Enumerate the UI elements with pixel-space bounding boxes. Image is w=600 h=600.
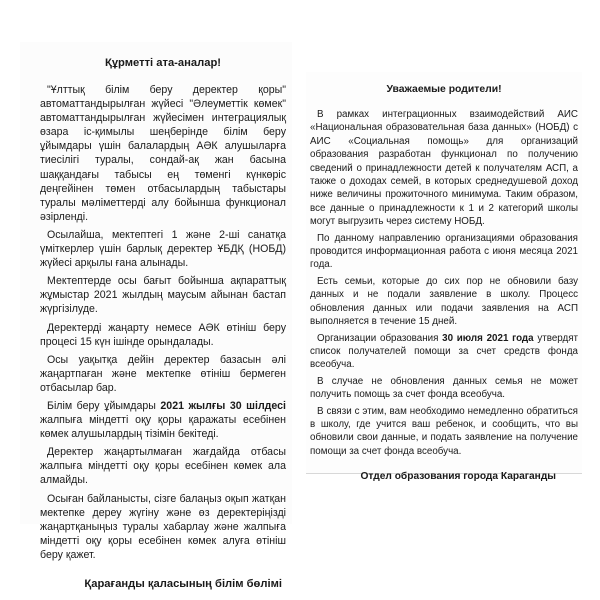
- paragraph-text: Организации образования: [317, 332, 443, 344]
- paragraph-text: "Ұлттық білім беру деректер қоры" автоматтандырылған жүйесі "Әлеуметтік көмек" автоматтандырылған жүйесімен интеграциялық өзара іс-қимылы шеңберінде білім беру ұйымдары үшін балалардың АӘК алушыларға тиесілігі туралы, сондай-ақ жан басына шаққандағы табысы ең төменгі күнкөріс деңгейінен төмен отбасылардың табыстары туралы мәліметтерді алу бойынша функционал әзірленді.: [40, 84, 286, 223]
- russian-paragraph: [310, 108, 578, 229]
- paragraph-text: В случае не обновления данных семья не может получить помощь за счет фонда всеобуча.: [310, 375, 578, 401]
- paragraph-text: Есть семьи, которые до сих пор не обновили базу данных и не подали заявление в школу. Процесс обновления данных или подачи заявления на АСП выполняется в течение 15 дней.: [310, 275, 578, 328]
- paragraph-text: Осылайша, мектептегі 1 және 2-ші санатқа үміткерлер үшін барлық деректер ҰБДҚ (НОБД) жүйесі арқылы ғана алынады.: [40, 228, 286, 270]
- russian-notice-signature: Отдел образования города Караганды: [360, 471, 556, 483]
- kazakh-notice: [20, 42, 292, 590]
- kazakh-paragraph: [40, 353, 286, 395]
- paragraph-text: утвердят список получателей помощи за счет средств фонда всеобуча.: [310, 332, 579, 371]
- kazakh-notice-signature: Қарағанды қаласының білім бөлімі: [84, 578, 282, 590]
- paragraph-text: Мектептерде осы бағыт бойынша ақпараттық жұмыстар 2021 жылдың маусым айынан бастап жүргізілуде.: [40, 275, 286, 316]
- paragraph-text: Осы уақытқа дейін деректер базасын әлі жаңартпаған және мектепке өтініш бермеген отбасылар бар.: [40, 353, 286, 394]
- russian-paragraph: [310, 275, 578, 329]
- paragraph-text: По данному направлению организациями образования проводится информационная работа с июня месяца 2021 года.: [310, 232, 578, 271]
- kazakh-paragraph: [40, 228, 286, 270]
- paragraph-text: В связи с этим, вам необходимо немедленно обратиться в школу, где учится ваш ребенок, и сообщить, что вы обновили свои данные, и подать заявление на получение помощи за счет фонда всеобуча.: [310, 405, 578, 457]
- paragraph-text: Осыған байланысты, сізге балаңыз оқып жатқан мектепке дереу жүгіну және өз деректеріңізді жаңартқаныңыз туралы хабарлау және жалпыға міндетті оқу қоры есебінен көмек алуға өтініш беру қажет.: [40, 492, 286, 561]
- kazakh-paragraph: [40, 445, 286, 487]
- russian-paragraph: [310, 375, 578, 402]
- paragraph-text: В рамках интеграционных взаимодействий АИС «Национальная образовательная база данных» (НОБД) с АИС «Социальная помощь» для организаций образования разработан функционал по получению сведений о принадлежности детей к получателям АСП, а также о доходах семей, в которых среднедушевой доход ниже величины прожиточного минимума. Таким образом, все данные о принадлежности к 1 и 2 категорий школы могут выгрузить через систему НОБД.: [310, 109, 578, 228]
- kazakh-paragraph: [40, 274, 286, 316]
- paragraph-text: Білім беру ұйымдары: [47, 399, 161, 412]
- russian-paragraph-deadline: [310, 332, 578, 372]
- russian-paragraph: [310, 232, 578, 272]
- deadline-date: 30 июля 2021 года: [442, 332, 534, 344]
- paragraph-text: Деректерді жаңарту немесе АӘК өтініш беру процесі 15 күн ішінде орындалады.: [40, 321, 286, 348]
- russian-paragraph: [310, 405, 578, 459]
- paragraph-text: Деректер жаңартылмаған жағдайда отбасы жалпыға міндетті оқу қоры есебінен көмек ала алмайды.: [40, 446, 286, 487]
- paragraph-text: жалпыға міндетті оқу қоры қаражаты есебінен көмек алушылардың тізімін бекітеді.: [40, 414, 286, 441]
- kazakh-paragraph: [40, 321, 286, 349]
- deadline-date: 2021 жылғы 30 шілдесі: [160, 399, 286, 412]
- kazakh-notice-heading: Құрметті ата-аналар!: [105, 57, 221, 69]
- russian-notice: [306, 72, 582, 483]
- kazakh-paragraph: [40, 492, 286, 562]
- kazakh-paragraph: [40, 83, 286, 224]
- kazakh-paragraph-deadline: [40, 399, 286, 441]
- russian-notice-heading: Уважаемые родители!: [386, 84, 502, 95]
